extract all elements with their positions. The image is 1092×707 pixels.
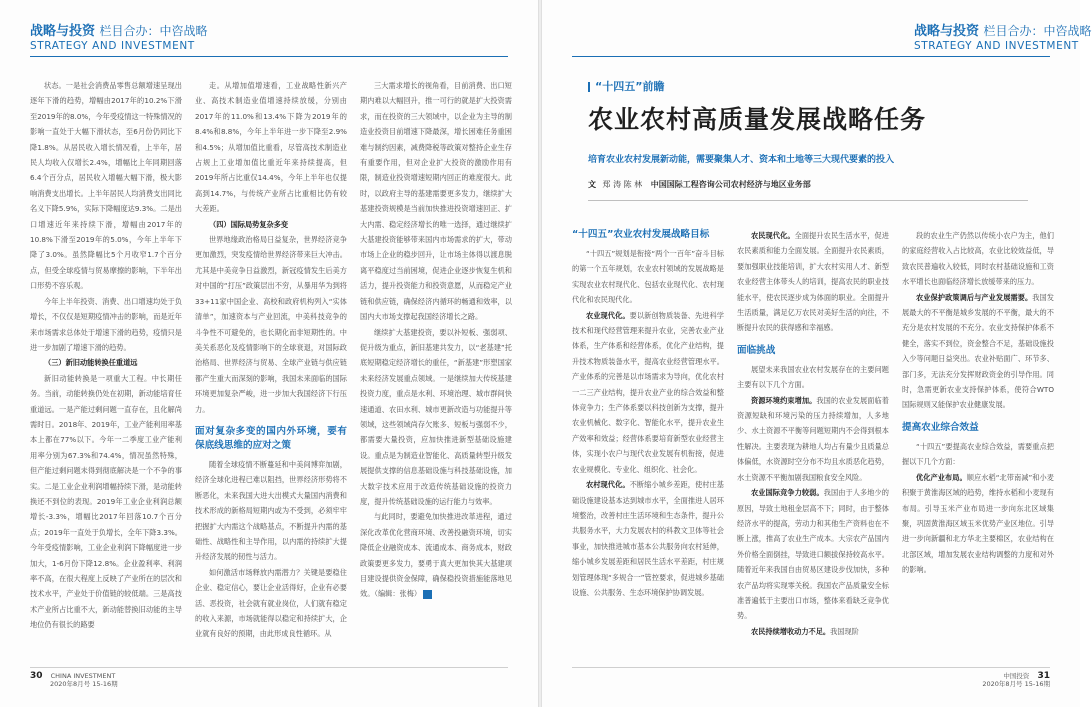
- byline: [588, 179, 1028, 190]
- lead-in: 农民现代化。: [751, 231, 795, 240]
- paragraph-text: 要以新创物质装备、先进科学技术和现代经营管理来提升农业，完善农业产业体系，生产体系和经营体系，优化产业结构，提升技术物质装备水平，提高农业经营管理水平。产业体系的完善是以市场需求为导向，优化农村一二三产业结构，提升农业产业的综合效益和整体竞争力；生产体系要以科技创新为支撑，提升农业机械化、数字化、智能化水平，提升农业生产效率和效益；经营体系要培育新型农业经营主体，实现小农户与现代农业发展有机衔接，促进农业规模化、专业化、组织化、社会化。: [572, 310, 724, 474]
- header-rule: [572, 56, 1050, 57]
- paragraph: [572, 477, 724, 600]
- left-header: [30, 20, 208, 52]
- paragraph-text: 顺应水稻“北带南减”和小麦积聚于黄淮海区域的趋势，维持水稻和小麦现有布局。引导玉米产业布局进一步向东北区域集聚，巩固黄淮海区域玉米优势产业区地位。引导进一步向新疆和北方华北主要棉区，农业结构在北部区域，增加发展农业结构调整的力度和对外的影响。: [902, 472, 1054, 575]
- right-col-1: [572, 228, 724, 664]
- issue-label: 2020年8月号 15-16期: [50, 680, 118, 688]
- right-col-2: [737, 228, 889, 664]
- subhead: （四）国际局势复杂多变: [209, 219, 289, 229]
- paragraph: 展望未来我国农业农村发展存在的主要问题主要有以下几个方面。: [737, 364, 889, 390]
- paragraph-text: 我国现阶: [830, 626, 859, 636]
- section-english: STRATEGY AND INVESTMENT: [914, 40, 1079, 52]
- paragraph: [737, 624, 889, 639]
- section-label: 战略与投资: [30, 24, 96, 39]
- paragraph: 随着全球疫情不断蔓延和中美间博弈加剧，经济全球化进程已难以阻挡，世界经济形势将不断恶化，未来我国大进大出模式大量国内消费和技术形成的新格局短期内或为不受到，必须牢牢把握扩大内需这个战略基点，不断提升内需的基础性、战略性和主导作用，以内需的持续扩大提升经济发展的韧性与活力。: [195, 459, 347, 562]
- title-rule: [588, 200, 1028, 201]
- page-number: 31: [1037, 671, 1050, 681]
- kicker-bar-icon: [588, 82, 590, 92]
- magazine-name: CHINA INVESTMENT: [50, 672, 116, 680]
- column-label: 栏目合办：中咨战略: [99, 24, 208, 38]
- section-label: 战略与投资: [914, 24, 980, 39]
- paragraph: 如何激活市场释放内需潜力？关键是要稳住企业、稳定信心，要让企业活得好，企业有必要活、恶投资，社会就有就业岗位，人们就有稳定的收入来源，市场就能得以稳定和持续扩大，企业就有良好的预期，由此形成良性循环。从: [195, 567, 347, 639]
- right-footer: [972, 672, 1050, 688]
- lead-in: 农业保护政策调后与产业发展需要。: [916, 292, 1033, 302]
- lead-in: 农业国际竞争力较弱。: [751, 488, 824, 498]
- section-heading: 提高农业综合效益: [902, 421, 979, 433]
- paragraph: [737, 393, 889, 485]
- article-title: 农业农村高质量发展战略任务: [588, 105, 927, 134]
- left-page: [0, 0, 538, 707]
- lead-in: 优化产业布局。: [916, 472, 967, 482]
- left-col-3: [360, 78, 512, 663]
- section-heading: 面临挑战: [737, 344, 776, 356]
- page-number: 30: [30, 671, 43, 681]
- left-col-1: [30, 78, 182, 663]
- paragraph-text: 我国由于人多地少的原因，导致土地租金层高不下；同时，由于整体经济水平的提高，劳动力和其他生产资料也在不断上涨，推高了农业生产成本。大宗农产品国内外价格全面倒挂，导致进口额拔保持较高水平。随着近年来我国自由贸易区建设步伐加快，多种农产品均将实现零关税。我国农产品质量安全标准普遍低于主要出口市场，整体来看缺乏竞争优势。: [737, 488, 889, 621]
- magazine-name: 中国投资: [1003, 672, 1030, 680]
- authors: 郑 涛 陈 林: [602, 180, 643, 189]
- lead-in: 农业现代化。: [586, 310, 630, 320]
- paragraph: [572, 308, 724, 477]
- paragraph: “十四五”规划是衔接“两个一百年”奋斗目标的第一个五年规划，农业农村领域的发展战略是实现农业农村现代化、包括农业现代化、农村现代化和农民现代化。: [572, 249, 724, 305]
- right-page: [542, 0, 1092, 707]
- paragraph: 三大需求增长的视角看，目前消费、出口短期内难以大幅回升，推一可行的就是扩大投资需求，而在投资的三大领域中，以企业为主导的制造业投资目前增速下降最深，增长困难任务重困难与制约因素，减费降税等政策对整持企业生存有重要作用，但对企业扩大投资的激励作用有限，制造业投资增速短期内回正的难度很大。此时，以政府主导的基建需要更多发力，继续扩大基建投资规模是当前加快推进投资增速回正、扩大内需、稳定经济增长的唯一选择，通过继续扩大基建投资能够带来国内市场需求的扩大，带动市场上企业的稳步回升，让市场主体得以渡息脱离平稳度过当前困境，促进企业逐步恢复生机和活力，提升投资能力和投资意愿，从而稳定产业链和供应链，确保经济内循环的畅通和效率，以国内大市场支撑起我国经济增长之路。: [360, 81, 512, 322]
- header-rule: [30, 56, 508, 57]
- section-heading: “十四五”农业农村发展战略目标: [572, 229, 710, 240]
- right-header: [914, 20, 1092, 52]
- paragraph: [902, 470, 1054, 578]
- article-subtitle: 培育农业农村发展新动能，需要聚集人才、资本和土地等三大现代要素的投入: [588, 155, 895, 165]
- affiliation: 中国国际工程咨询公司农村经济与地区业务部: [650, 180, 811, 189]
- paragraph: 今年上半年投资、消费、出口增速均处于负增长，不仅仅是短期疫情冲击的影响，而是近年来市场需求总体处于增速下滑的趋势，疫情只是进一步加剧了增速下滑的趋势。: [30, 296, 182, 352]
- lead-in: 资源环境约束增加。: [751, 395, 817, 405]
- paragraph: 走。从增加值增速看，工业战略性新兴产业、高技术制造业值增速持续放缓，分别由2017年的11.0%和13.4%下降为2019年的8.4%和8.8%，今年上半年进一步下降至2.9%和4.5%；从增加值比重看，尽管高技术制造业占规上工业增加值比重近年来持续提高，但2019年所占比重仅14.4%，今年上半年也仅提高到14.7%，与传统产业所占比重相比仍有较大差距。: [195, 81, 347, 214]
- article-title-block: [588, 78, 1028, 190]
- paragraph-text: 不断缩小城乡差距，使村庄基础设施建设基本达到城市水平，全面推进人居环境整治，改善村庄生活环境和生态条件，提升公共服务水平，大力发展农村的科教文卫体等社会事业，加快推进城市基本公共服务向农村延伸，缩小城乡发展差距和居民生活水平差距，村庄规划管理体现“多规合一”管控要求，促进城乡基础设施、公共服务、生态环境保护协调发展。: [572, 480, 724, 597]
- paragraph: [737, 485, 889, 624]
- left-col-2: [195, 78, 347, 663]
- paragraph-text: 我国发展最大的不平衡是城乡发展的不平衡，最大的不充分是农村发展的不充分。农业支持保护体系不健全，落实不到位，资金整合不足，基础设施投入少等问题日益突出。农业补贴面广、环节多、部门多，无法充分发挥财政资金的引导作用。同时，急需更新农业支持保护体系，使符合WTO国际规则又能保护农业健康发展。: [902, 292, 1054, 410]
- end-mark-icon: [423, 590, 432, 599]
- left-footer: [30, 672, 118, 688]
- paragraph: [902, 290, 1054, 413]
- right-col-3: [902, 228, 1054, 664]
- issue-label: 2020年8月号 15-16期: [982, 680, 1050, 688]
- footer-rule: [30, 667, 508, 668]
- paragraph: 状态。一是社会消费品零售总额增速呈现出逐年下滑的趋势，增幅由2017年的10.2%下滑至2019年的8.0%，今年受疫情这一特殊情况的影响一直处于大幅下滑状态，至6月份仍同比下降1.8%。从居民收入增长情况看，上半年，居民人均收入仅增长2.4%，增幅比上年同期回落6.4个百分点，居民收入增幅大幅下滑，极大影响消费支出增长。上半年居民人均消费支出同比名义下降5.9%，实际下降幅度达9.3%。二是出口增速近年来持续下滑，增幅由2017年的10.8%下滑至2019年的5.0%，今年上半年下降了3.0%。虽然降幅比5个月收窄1.7个百分点，但受全球疫情与贸易摩擦的影响，下半年出口形势不容乐观。: [30, 81, 182, 291]
- paragraph-text: 我国的农业发展面临着资源短缺和环境污染的压力持续增加，人多地少、水土资源不平衡等问题短期内不会得到根本性解决。主要表现为耕地人均占有量少且质量总体偏低，水资源时空分布不均且水质恶化趋势，水土资源不平衡加剧我国粮食安全风险。: [737, 395, 889, 482]
- paragraph: [360, 509, 512, 601]
- kicker: “十四五”前瞻: [595, 80, 665, 93]
- paragraph: “十四五”要提高农业综合效益，需要重点把握以下几个方面：: [902, 441, 1054, 467]
- footer-rule: [572, 667, 1050, 668]
- paragraph-text: 全面提升农民生活水平，促进农民素质和能力全面发展。全面提升农民素质，要加强职业技能培训，扩大农村实用人才、新型农业经营主体带头人的培训，提高农民的职业技能水平，使农民逐步成为体面的职业。全面提升生活质量，满足亿万农民对美好生活的向往，不断提升农民的获得感和幸福感。: [737, 231, 889, 333]
- column-label: 栏目合办：中咨战略: [983, 24, 1092, 38]
- paragraph: 段的农业生产仍然以传统小农户为主，他们的家庭经营收入占比较高，农业比较效益低，导致农民普遍收入较低，同时农村基础设施和工资水平增长也面临经济增长放缓带来的压力。: [902, 231, 1054, 287]
- lead-in: 农民持续增收动力不足。: [751, 626, 831, 636]
- paragraph: [737, 228, 889, 336]
- paragraph: 新旧动能转换是一项重大工程。中长期任务。当前，动能转换仍处在初期，新动能培育任重道远。一是产能过剩问题一直存在，且化解尚需时日。2018年、2019年，工业产能利用率基本上都在77%以下。今年一二季度工业产能利用率分别为67.3%和74.4%，情况虽然特殊，但产能过剩问题未得到彻底解决是一个不争的事实。二是工业企业利润增幅持续下滑，是动能转换还不到位的表现。2019年工业企业利润总额增长-3.3%，增幅比2017年回落10.7个百分点；2019年一直处于负增长，全年下降3.3%。今年受疫情影响，工业企业利润下降幅度进一步加大，1-6月份下降12.8%。企业盈利率、利润率不高，在很大程度上反映了产业所在的层次和技术水平，产业处于价值链的较低端。三是高技术产业所占比重不大，新动能替换旧动能的主导地位仍有很长的路要: [30, 373, 182, 630]
- paragraph-text: 与此同时，要避免加快推进改革进程，通过深化改革优化营商环境、改善投融资环境，切实降低企业融资成本、流通成本、商务成本，财政政策要更多发力，要勇于真大更加快其大基建项目建设提供资金保障，确保稳投资措施能落地见效。（编辑：张梅）: [360, 512, 512, 599]
- byline-prefix: 文: [588, 180, 596, 189]
- paragraph: 世界地缘政治格局日益复杂，世界经济竞争更加激烈，突发疫情给世界经济带来巨大冲击。尤其是中美竞争日益激烈，新冠疫情发生后美方对中国的“打压”政策层出不穷，从暴用华为到将33+11家中国企业、高校和政府机构列入“实体清单”，加速资本与产业回流，中美科技竞争的斗争性不可避免的，也长期化而非短期性的。中美关系恶化及疫情影响下的全球衰退，对国际政治格局、世界经济与贸易、全球产业链与供应链都产生重大而深刻的影响，我国未来面临的国际环境更加复杂严峻，进一步加大我国经济下行压力。: [195, 235, 347, 414]
- lead-in: 农村现代化。: [586, 480, 630, 490]
- section-english: STRATEGY AND INVESTMENT: [30, 40, 195, 52]
- subhead: （三）新旧动能转换任重道远: [44, 358, 138, 368]
- paragraph: 继续扩大基建投资，要以补短板、强弱项、促升级为重点，新旧基建共发力，以“老基建”托底短期稳定经济增长的重任，“新基建”形塑国家未来经济发展重点领域。一是继续加大传统基建投资力度，重点是水利、环境治理、城市群间快速通道、农田水利、城市更新改造与功能提升等领域，这些领域尚存欠账多、短板与强弱不少，都需要大量投资，应加快推进新型基础设施建设。重点是为制造业智能化、高质量转型升级发展提供支撑的信息基础设施与科技基础设施，加大数字技术应用于改造传统基础设施的投资力度，提升传统基础设施的运行能力与效率。: [360, 327, 512, 506]
- section-heading: 面对复杂多变的国内外环境，要有保底线思维的应对之策: [195, 425, 347, 451]
